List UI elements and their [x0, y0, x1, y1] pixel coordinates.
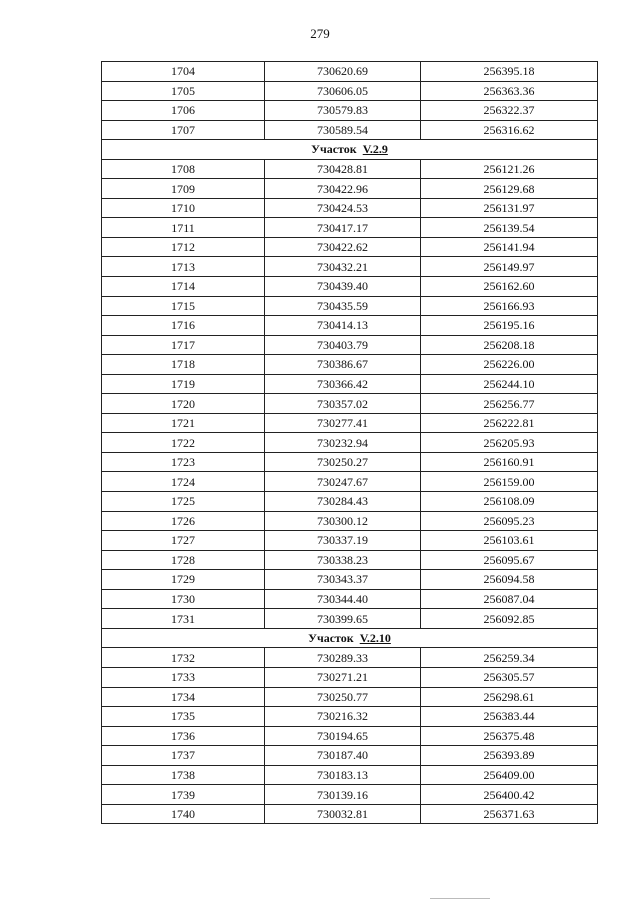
table-row: [102, 531, 598, 551]
x-coordinate-cell: 730606.05: [265, 81, 421, 101]
point-number-cell: 1707: [102, 120, 265, 140]
point-number-cell: 1715: [102, 296, 265, 316]
y-coordinate-cell: 256141.94: [421, 237, 598, 257]
point-number-cell: 1730: [102, 589, 265, 609]
y-coordinate-cell: 256092.85: [421, 609, 598, 629]
y-coordinate-cell: 256094.58: [421, 570, 598, 590]
point-number-cell: 1709: [102, 179, 265, 199]
x-coordinate-cell: 730284.43: [265, 492, 421, 512]
y-coordinate-cell: 256149.97: [421, 257, 598, 277]
x-coordinate-cell: 730428.81: [265, 159, 421, 179]
section-code: V.2.10: [359, 631, 391, 646]
y-coordinate-cell: 256298.61: [421, 687, 598, 707]
x-coordinate-cell: 730366.42: [265, 374, 421, 394]
point-number-cell: 1717: [102, 335, 265, 355]
table-row: [102, 570, 598, 590]
y-coordinate-cell: 256305.57: [421, 667, 598, 687]
y-coordinate-cell: 256195.16: [421, 316, 598, 336]
x-coordinate-cell: 730579.83: [265, 101, 421, 121]
table-row: [102, 726, 598, 746]
y-coordinate-cell: 256409.00: [421, 765, 598, 785]
y-coordinate-cell: 256159.00: [421, 472, 598, 492]
x-coordinate-cell: 730422.96: [265, 179, 421, 199]
x-coordinate-cell: 730589.54: [265, 120, 421, 140]
table-row: [102, 804, 598, 824]
table-row: [102, 296, 598, 316]
y-coordinate-cell: 256121.26: [421, 159, 598, 179]
y-coordinate-cell: 256166.93: [421, 296, 598, 316]
table-row: [102, 746, 598, 766]
y-coordinate-cell: 256222.81: [421, 413, 598, 433]
point-number-cell: 1732: [102, 648, 265, 668]
y-coordinate-cell: 256383.44: [421, 707, 598, 727]
y-coordinate-cell: 256226.00: [421, 355, 598, 375]
x-coordinate-cell: 730277.41: [265, 413, 421, 433]
x-coordinate-cell: 730194.65: [265, 726, 421, 746]
y-coordinate-cell: 256139.54: [421, 218, 598, 238]
table-row: [102, 159, 598, 179]
point-number-cell: 1721: [102, 413, 265, 433]
coordinates-table-body: [102, 62, 598, 824]
point-number-cell: 1720: [102, 394, 265, 414]
y-coordinate-cell: 256244.10: [421, 374, 598, 394]
y-coordinate-cell: 256160.91: [421, 452, 598, 472]
y-coordinate-cell: 256371.63: [421, 804, 598, 824]
point-number-cell: 1710: [102, 198, 265, 218]
point-number-cell: 1704: [102, 62, 265, 82]
section-header-row: [102, 628, 598, 648]
y-coordinate-cell: 256205.93: [421, 433, 598, 453]
x-coordinate-cell: 730300.12: [265, 511, 421, 531]
point-number-cell: 1716: [102, 316, 265, 336]
table-row: [102, 101, 598, 121]
table-row: [102, 433, 598, 453]
table-row: [102, 81, 598, 101]
y-coordinate-cell: 256259.34: [421, 648, 598, 668]
point-number-cell: 1735: [102, 707, 265, 727]
point-number-cell: 1729: [102, 570, 265, 590]
x-coordinate-cell: 730338.23: [265, 550, 421, 570]
point-number-cell: 1739: [102, 785, 265, 805]
y-coordinate-cell: 256395.18: [421, 62, 598, 82]
point-number-cell: 1728: [102, 550, 265, 570]
table-row: [102, 316, 598, 336]
section-header-row: [102, 140, 598, 160]
y-coordinate-cell: 256087.04: [421, 589, 598, 609]
table-row: [102, 179, 598, 199]
point-number-cell: 1722: [102, 433, 265, 453]
section-title: [102, 628, 598, 648]
y-coordinate-cell: 256393.89: [421, 746, 598, 766]
x-coordinate-cell: 730183.13: [265, 765, 421, 785]
point-number-cell: 1724: [102, 472, 265, 492]
x-coordinate-cell: 730247.67: [265, 472, 421, 492]
point-number-cell: 1733: [102, 667, 265, 687]
y-coordinate-cell: 256103.61: [421, 531, 598, 551]
y-coordinate-cell: 256375.48: [421, 726, 598, 746]
page-number: 279: [310, 26, 330, 41]
table-row: [102, 687, 598, 707]
x-coordinate-cell: 730435.59: [265, 296, 421, 316]
section-label: Участок: [308, 631, 354, 646]
x-coordinate-cell: 730139.16: [265, 785, 421, 805]
x-coordinate-cell: 730620.69: [265, 62, 421, 82]
x-coordinate-cell: 730250.77: [265, 687, 421, 707]
x-coordinate-cell: 730414.13: [265, 316, 421, 336]
table-row: [102, 452, 598, 472]
table-row: [102, 355, 598, 375]
point-number-cell: 1713: [102, 257, 265, 277]
point-number-cell: 1718: [102, 355, 265, 375]
x-coordinate-cell: 730417.17: [265, 218, 421, 238]
section-title: [102, 140, 598, 160]
table-row: [102, 707, 598, 727]
point-number-cell: 1719: [102, 374, 265, 394]
table-row: [102, 589, 598, 609]
y-coordinate-cell: 256256.77: [421, 394, 598, 414]
x-coordinate-cell: 730403.79: [265, 335, 421, 355]
y-coordinate-cell: 256131.97: [421, 198, 598, 218]
table-row: [102, 237, 598, 257]
x-coordinate-cell: 730032.81: [265, 804, 421, 824]
x-coordinate-cell: 730232.94: [265, 433, 421, 453]
point-number-cell: 1725: [102, 492, 265, 512]
table-row: [102, 198, 598, 218]
x-coordinate-cell: 730424.53: [265, 198, 421, 218]
table-row: [102, 785, 598, 805]
table-row: [102, 492, 598, 512]
x-coordinate-cell: 730357.02: [265, 394, 421, 414]
y-coordinate-cell: 256108.09: [421, 492, 598, 512]
y-coordinate-cell: 256316.62: [421, 120, 598, 140]
table-row: [102, 120, 598, 140]
point-number-cell: 1738: [102, 765, 265, 785]
coordinates-table: [101, 61, 598, 824]
point-number-cell: 1712: [102, 237, 265, 257]
y-coordinate-cell: 256322.37: [421, 101, 598, 121]
point-number-cell: 1705: [102, 81, 265, 101]
x-coordinate-cell: 730250.27: [265, 452, 421, 472]
point-number-cell: 1740: [102, 804, 265, 824]
point-number-cell: 1708: [102, 159, 265, 179]
point-number-cell: 1734: [102, 687, 265, 707]
table-row: [102, 550, 598, 570]
point-number-cell: 1706: [102, 101, 265, 121]
point-number-cell: 1711: [102, 218, 265, 238]
table-row: [102, 765, 598, 785]
x-coordinate-cell: 730344.40: [265, 589, 421, 609]
x-coordinate-cell: 730271.21: [265, 667, 421, 687]
table-row: [102, 374, 598, 394]
x-coordinate-cell: 730343.37: [265, 570, 421, 590]
table-row: [102, 335, 598, 355]
table-row: [102, 277, 598, 297]
y-coordinate-cell: 256095.67: [421, 550, 598, 570]
table-row: [102, 257, 598, 277]
y-coordinate-cell: 256363.36: [421, 81, 598, 101]
x-coordinate-cell: 730216.32: [265, 707, 421, 727]
point-number-cell: 1714: [102, 277, 265, 297]
point-number-cell: 1726: [102, 511, 265, 531]
section-label: Участок: [311, 142, 357, 157]
y-coordinate-cell: 256129.68: [421, 179, 598, 199]
point-number-cell: 1736: [102, 726, 265, 746]
table-row: [102, 62, 598, 82]
table-row: [102, 609, 598, 629]
table-row: [102, 511, 598, 531]
y-coordinate-cell: 256162.60: [421, 277, 598, 297]
table-row: [102, 667, 598, 687]
scan-artifact-line: [430, 898, 490, 899]
x-coordinate-cell: 730289.33: [265, 648, 421, 668]
point-number-cell: 1727: [102, 531, 265, 551]
y-coordinate-cell: 256400.42: [421, 785, 598, 805]
x-coordinate-cell: 730399.65: [265, 609, 421, 629]
section-code: V.2.9: [362, 142, 388, 157]
x-coordinate-cell: 730386.67: [265, 355, 421, 375]
point-number-cell: 1731: [102, 609, 265, 629]
table-row: [102, 218, 598, 238]
table-row: [102, 413, 598, 433]
y-coordinate-cell: 256208.18: [421, 335, 598, 355]
point-number-cell: 1737: [102, 746, 265, 766]
y-coordinate-cell: 256095.23: [421, 511, 598, 531]
table-row: [102, 394, 598, 414]
table-row: [102, 472, 598, 492]
x-coordinate-cell: 730337.19: [265, 531, 421, 551]
x-coordinate-cell: 730187.40: [265, 746, 421, 766]
x-coordinate-cell: 730432.21: [265, 257, 421, 277]
point-number-cell: 1723: [102, 452, 265, 472]
x-coordinate-cell: 730439.40: [265, 277, 421, 297]
table-row: [102, 648, 598, 668]
x-coordinate-cell: 730422.62: [265, 237, 421, 257]
